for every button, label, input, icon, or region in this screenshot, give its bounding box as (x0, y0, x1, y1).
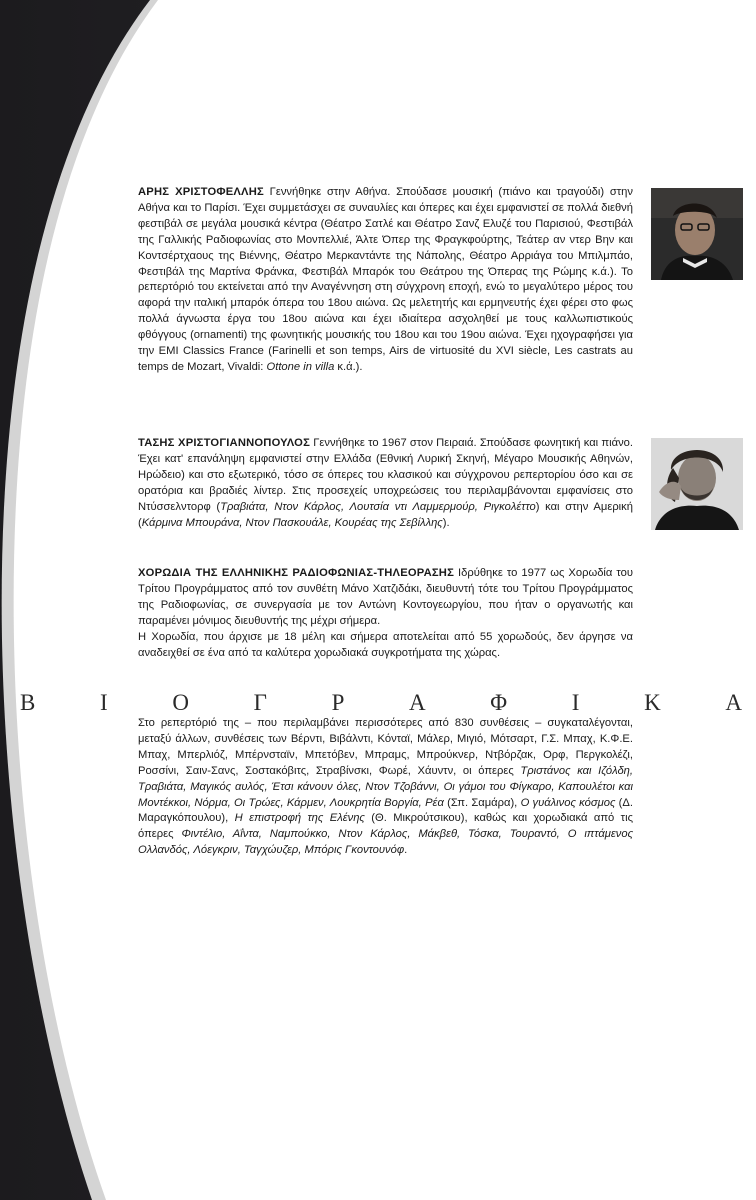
bio-text-end: ). (442, 516, 450, 529)
bio-choir (138, 566, 633, 661)
portrait-photo-2 (651, 438, 743, 530)
rep-text: (Θ. Μικρούτσικου), καθώς και χορωδιακά από τις όπερες (138, 812, 633, 841)
rep-text: (Δ. Μαραγκόπουλου), (138, 796, 633, 825)
rep-italic: Ο γυάλινος κόσμος (520, 796, 616, 809)
banner-letter: Φ (490, 690, 508, 715)
banner-letter: Ρ (331, 690, 345, 715)
bio-italic: Τραβιάτα, Ντον Κάρλος, Λουτσία ντι Λαμμερμούρ, Ριγκολέττο (220, 500, 536, 513)
banner-letter: Α (725, 690, 742, 715)
banner-letter: Α (409, 690, 426, 715)
rep-italic: Τριστάνος και Ιζόλδη, Τραβιάτα, Μαγικός αυλός, Έτσι κάνουν όλες, Ντον Τζοβάννι, Οι γάμοι του Φίγκαρο, Καπουλέτοι και Μοντέκκοι, Νόρμα, Οι Τρώες, Κάρμεν, Λουκρητία Βοργία, Ρέα (138, 764, 633, 809)
bio-christofellis (138, 185, 633, 376)
rep-text: . (404, 844, 408, 857)
banner-letter: Ο (172, 690, 189, 715)
banner-letter: Κ (644, 690, 661, 715)
bio-text: Γεννήθηκε το 1967 στον Πειραιά. Σπούδασε φωνητική και πιάνο. Έχει κατ' επανάληψη εμφανιστεί στην Ελλάδα (Εθνική Λυρική Σκηνή, Μέγαρο Μουσικής Αθηνών, Ηρώδειο) και στο εξωτερικό, τόσο σε όπερες του κλασικού και σύγχρονου ρεπερτορίου όσο και σε ορατόρια και βραδιές λίντερ. Στις προσεχείς υποχρεώσεις του περιλαμβάνονται εμφανίσεις στο Ντύσσελντορφ ( (138, 437, 633, 513)
banner-letter: Ι (571, 690, 580, 715)
rep-text: Στο ρεπερτόριό της – που περιλαμβάνει περισσότερες από 830 συνθέσεις – συγκαταλέγονται, μεταξύ άλλων, συνθέσεις των Βέρντι, Βιβάλντι, Κόνταϊ, Μάλερ, Μιγιό, Μότσαρτ, Γ.Σ. Μπαχ, Κ.Φ.Ε. Μπαχ, Μπερλιόζ, Μπέρνσταϊν, Μπετόβεν, Μπραμς, Μπρούκνερ, Ντβόρζακ, Ορφ, Περγκολέζι, Ροσσίνι, Σαιν-Σανς, Σοστακόβιτς, Στραβίνσκι, Φωρέ, Χάυντν, οι όπερες (138, 717, 633, 777)
bio-name: ΑΡΗΣ ΧΡΙΣΤΟΦΕΛΛΗΣ (138, 186, 264, 198)
bio-christogiannopoulos (138, 436, 633, 531)
rep-text: (Σπ. Σαμάρα), (443, 796, 521, 809)
bio-text: Γεννήθηκε στην Αθήνα. Σπούδασε μουσική (πιάνο και τραγούδι) στην Αθήνα και το Παρίσι. Έχει συμμετάσχει σε συναυλίες και όπερες και έχει εμφανιστεί σε πολλά διεθνή φεστιβάλ σε μεγάλα μουσικά κέντρα (Θέατρο Σατλέ και Θέατρο Σανζ Ελυζέ του Παρισιού, Φεστιβάλ της Γαλλικής Ραδιοφωνίας στο Μονπελλιέ, Άλτε Όπερ της Φραγκφούρτης, Τεάτερ αν ντερ Βην και Κοντσέρτχαους της Βιέννης, Θέατρο Μερκαντάντε της Νάπολης, Θέατρο Αρριάγα του Μπιλμπάο, Φεστιβάλ της Μαρτίνα Φράνκα, Φεστιβάλ Μπαρόκ του Θεάτρου της Όπερας της Ρώμης κ.ά.). Το ρεπερτόριό του εκτείνεται από την Αναγέννηση στη σύγχρονη εποχή, ενώ το μεγαλύτερο μέρος του αφορά την ιταλική μπαρόκ όπερα του 18ου αιώνα. Ως μελετητής και ερμηνευτής έχει φέρει στο φως πολλά άγνωστα έργα του 18ου αιώνα και έχει ιδιαίτερα ασχοληθεί με τους καλλωπιστικούς φθόγγους (ornamenti) της φωνητικής μουσικής του 18ου και του 19ου αιώνα. Έχει ηχογραφήσει για την EMI Classics France (Farinelli et son temps, Airs de virtuosité du XVI siècle, Les castrats au temps de Mozart, Vivaldi: (138, 186, 634, 373)
bio-text-mid: ) και στην Αμερική ( (138, 500, 633, 529)
biografika-banner (20, 690, 742, 716)
bio-text: Ιδρύθηκε το 1977 ως Χορωδία του Τρίτου Προγράμματος από τον συνθέτη Μάνο Χατζιδάκι, διευθυντή τότε του Τρίτου Προγράμματος της Ραδιοφωνίας, σε συνεργασία με τον Αντώνη Κοντογεωργίου, που ήταν ο οργανωτής και παραμένει μόνιμος διευθυντής της μέχρι σήμερα. (138, 567, 633, 627)
bio-name: ΧΟΡΩΔΙΑ ΤΗΣ ΕΛΛΗΝΙΚΗΣ ΡΑΔΙΟΦΩΝΙΑΣ-ΤΗΛΕΟΡΑΣΗΣ (138, 567, 454, 579)
bio-italic: Ottone in villa (266, 360, 335, 373)
banner-letter: Γ (253, 690, 267, 715)
rep-italic: Φιντέλιο, Αΐντα, Ναμπούκκο, Ντον Κάρλος, Μάκβεθ, Τόσκα, Τουραντό, Ο ιπτάμενος Ολλανδός, Λόεγκριν, Ταγχώυζερ, Μπόρις Γκοντουνόφ (138, 828, 634, 857)
bio-name: ΤΑΣΗΣ ΧΡΙΣΤΟΓΙΑΝΝΟΠΟΥΛΟΣ (138, 437, 310, 449)
bio-text-end: κ.ά.). (334, 360, 363, 373)
rep-italic: Η επιστροφή της Ελένης (234, 812, 365, 825)
banner-letter: Ι (100, 690, 108, 715)
bio-text-2: Η Χορωδία, που άρχισε με 18 μέλη και σήμερα αποτελείται από 55 χορωδούς, δεν άργησε να αναδειχθεί σε ένα από τα καλύτερα χορωδιακά συγκροτήματα της χώρας. (138, 630, 633, 659)
banner-letter: Β (20, 690, 36, 715)
portrait-photo-1 (651, 188, 743, 280)
choir-repertoire (138, 716, 633, 859)
bio-italic: Κάρμινα Μπουράνα, Ντον Πασκουάλε, Κουρέας της Σεβίλλης (141, 516, 443, 529)
